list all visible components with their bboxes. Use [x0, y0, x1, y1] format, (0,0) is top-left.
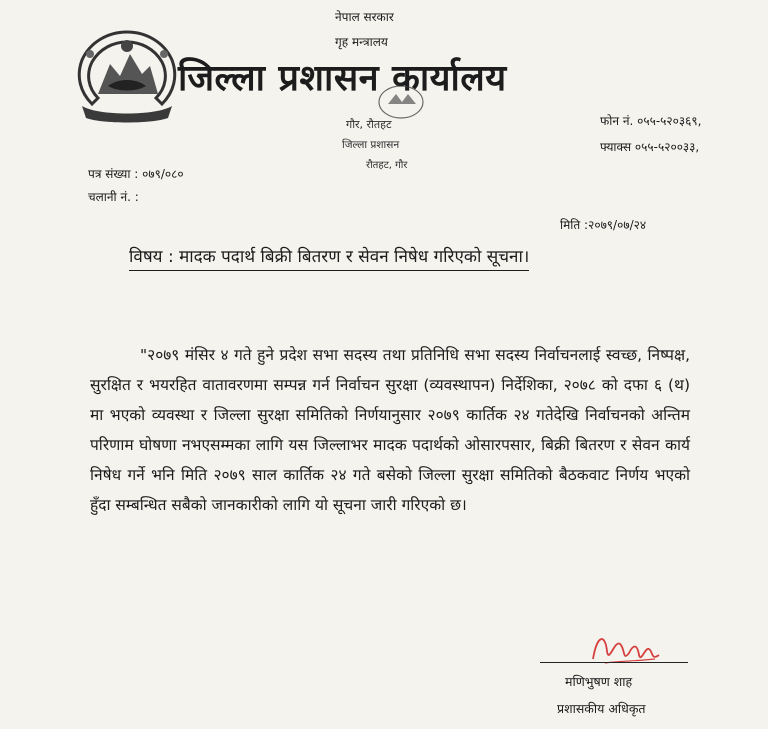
svg-text:रौतहट, गौर: रौतहट, गौर: [366, 160, 408, 171]
letter-date: मिति :२०७९/०७/२४: [560, 218, 647, 232]
signature: [585, 625, 665, 673]
ministry-name: गृह मन्त्रालय: [335, 35, 388, 49]
nepal-emblem-icon: [68, 24, 186, 124]
signatory-name: मणिभुषण शाह: [565, 674, 633, 689]
phone-number: फोन नं. ०५५-५२०३६९,: [600, 114, 702, 128]
notice-body: "२०७९ मंसिर ४ गते हुने प्रदेश सभा सदस्य तथा प्रतिनिधि सभा सदस्य निर्वाचनलाई स्वच्छ, निष्पक्ष, सुरक्षित र भयरहित वातावरणमा सम्पन्न गर्न निर्वाचन सुरक्षा (व्यवस्थापन) निर्देशिका, २०७८ को दफा ६ (थ) मा भएको व्यवस्था र जिल्ला सुरक्षा समितिको निर्णयानुसार २०७९ कार्तिक २४ गतेदेखि निर्वाचनको अन्तिम परिणाम घोषणा नभएसम्मका लागि यस जिल्लाभर मादक पदार्थको ओसारपसार, बिक्री बितरण र सेवन कार्य निषेध गर्ने भनि मिति २०७९ साल कार्तिक २४ गते बसेको जिल्ला सुरक्षा समितिको बैठकवाट निर्णय भएको हुँदा सम्बन्धित सबैको जानकारीको लागि यो सूचना जारी गरिएको छ।: [90, 346, 690, 514]
signature-rule: [540, 662, 688, 663]
dispatch-number: चलानी नं. :: [88, 190, 139, 204]
subject-line: विषय : मादक पदार्थ बिक्री बितरण र सेवन निषेध गरिएको सूचना।: [129, 244, 529, 271]
signatory-title: प्रशासकीय अधिकृत: [557, 701, 646, 716]
office-title: जिल्ला प्रशासन कार्यालय: [178, 58, 507, 99]
svg-text:जिल्ला प्रशासन: जिल्ला प्रशासन: [342, 139, 400, 151]
fax-number: फ्याक्स ०५५-५२००३३,: [600, 140, 700, 154]
government-name: नेपाल सरकार: [335, 10, 394, 24]
letter-number: पत्र संख्या : ०७९/०८०: [88, 167, 184, 181]
svg-text:गौर, रौतहट: गौर, रौतहट: [346, 118, 392, 131]
office-stamp: [336, 80, 466, 180]
